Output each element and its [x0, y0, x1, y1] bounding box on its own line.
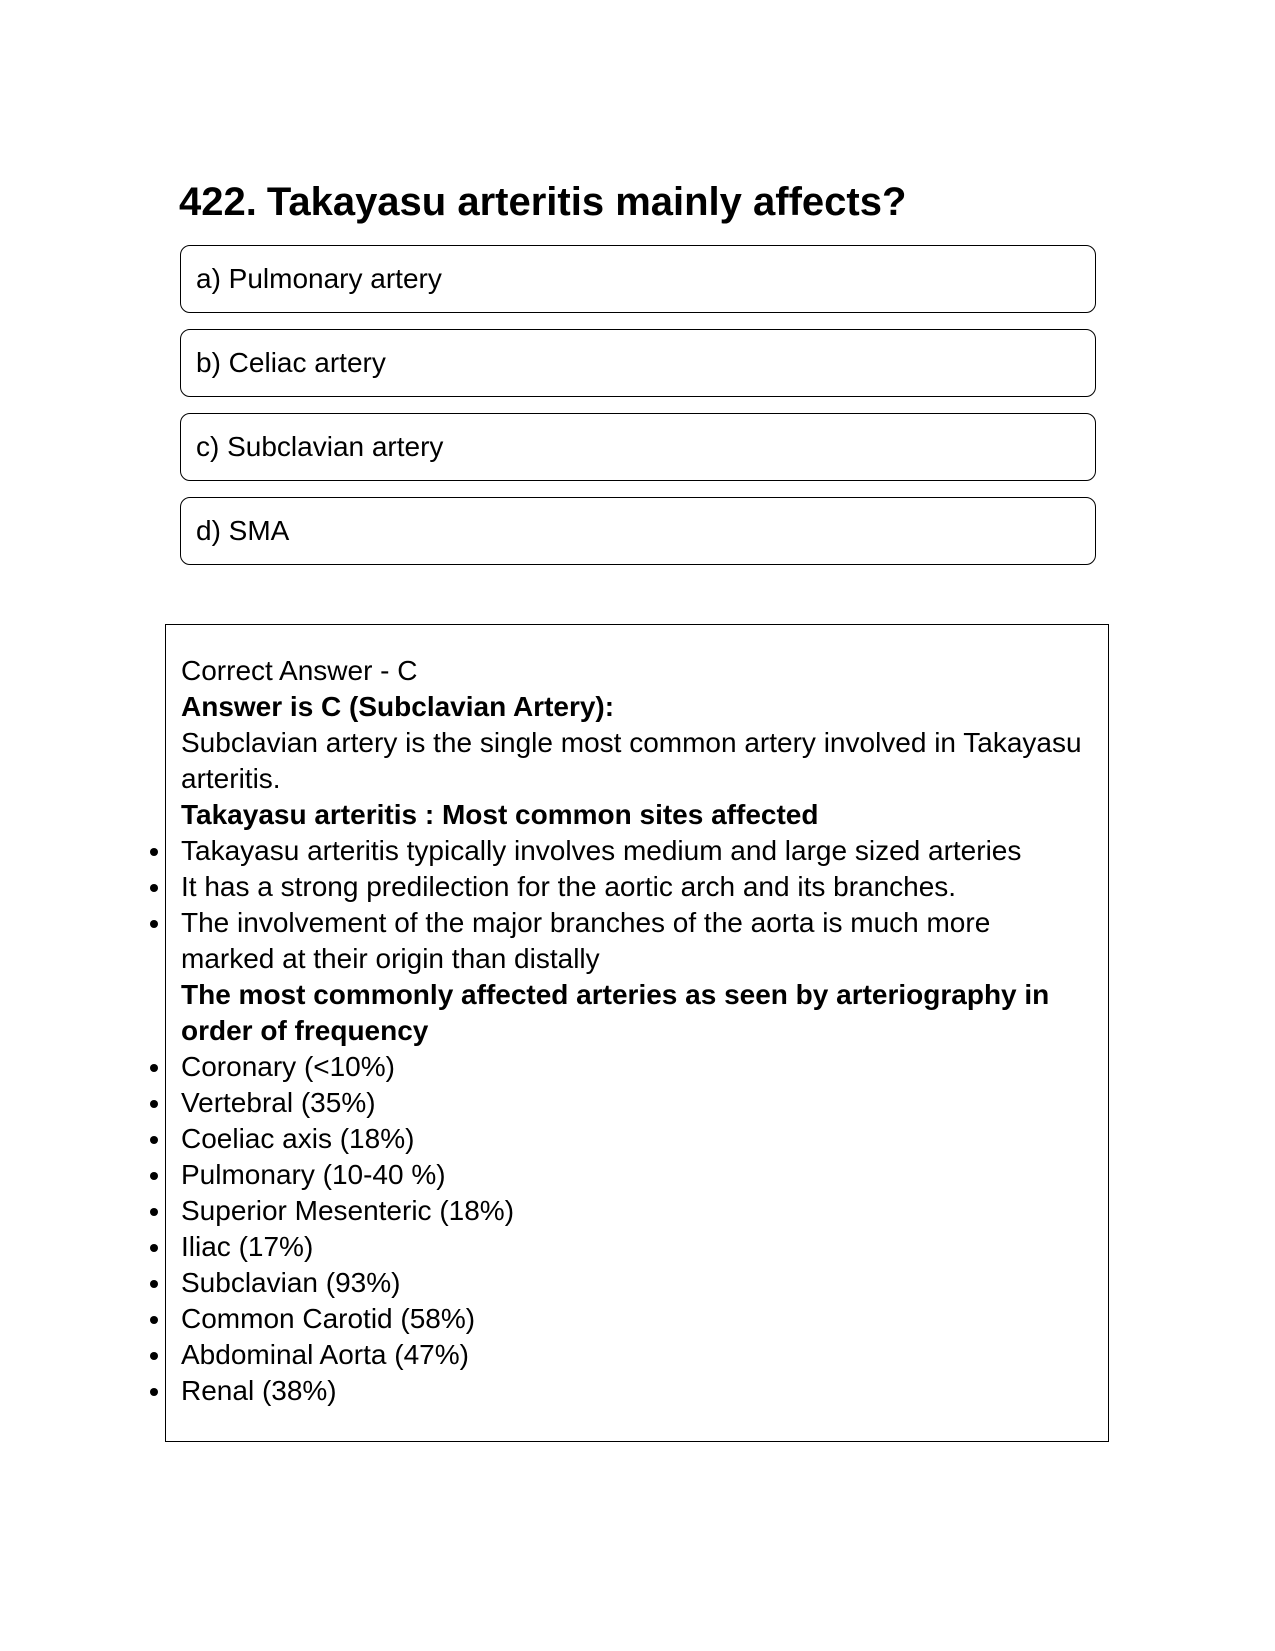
answer-content — [181, 653, 1091, 1409]
list-item: The involvement of the major branches of the aorta is much more marked at their origin than distally — [181, 905, 1091, 977]
question-text: Takayasu arteritis mainly affects? — [266, 180, 907, 224]
frequency-list — [181, 1049, 1091, 1409]
question-number: 422. — [179, 180, 257, 224]
option-c[interactable]: c) Subclavian artery — [180, 413, 1096, 481]
answer-options — [180, 245, 1096, 581]
answer-heading: Answer is C (Subclavian Artery): — [181, 691, 615, 722]
option-b[interactable]: b) Celiac artery — [180, 329, 1096, 397]
answer-explanation: Subclavian artery is the single most common artery involved in Takayasu arteritis. — [181, 727, 1082, 794]
sites-heading: Takayasu arteritis : Most common sites affected — [181, 799, 819, 830]
sites-list — [181, 833, 1091, 977]
list-item: Coeliac axis (18%) — [181, 1121, 1091, 1157]
list-item: Pulmonary (10-40 %) — [181, 1157, 1091, 1193]
option-a[interactable]: a) Pulmonary artery — [180, 245, 1096, 313]
correct-answer-line: Correct Answer - C — [181, 655, 418, 686]
option-d[interactable]: d) SMA — [180, 497, 1096, 565]
list-item: Renal (38%) — [181, 1373, 1091, 1409]
list-item: It has a strong predilection for the aortic arch and its branches. — [181, 869, 1091, 905]
list-item: Vertebral (35%) — [181, 1085, 1091, 1121]
list-item: Subclavian (93%) — [181, 1265, 1091, 1301]
list-item: Abdominal Aorta (47%) — [181, 1337, 1091, 1373]
frequency-heading: The most commonly affected arteries as seen by arteriography in order of frequency — [181, 979, 1050, 1046]
question-title — [179, 178, 906, 226]
list-item: Takayasu arteritis typically involves medium and large sized arteries — [181, 833, 1091, 869]
list-item: Iliac (17%) — [181, 1229, 1091, 1265]
list-item: Common Carotid (58%) — [181, 1301, 1091, 1337]
list-item: Coronary (<10%) — [181, 1049, 1091, 1085]
list-item: Superior Mesenteric (18%) — [181, 1193, 1091, 1229]
